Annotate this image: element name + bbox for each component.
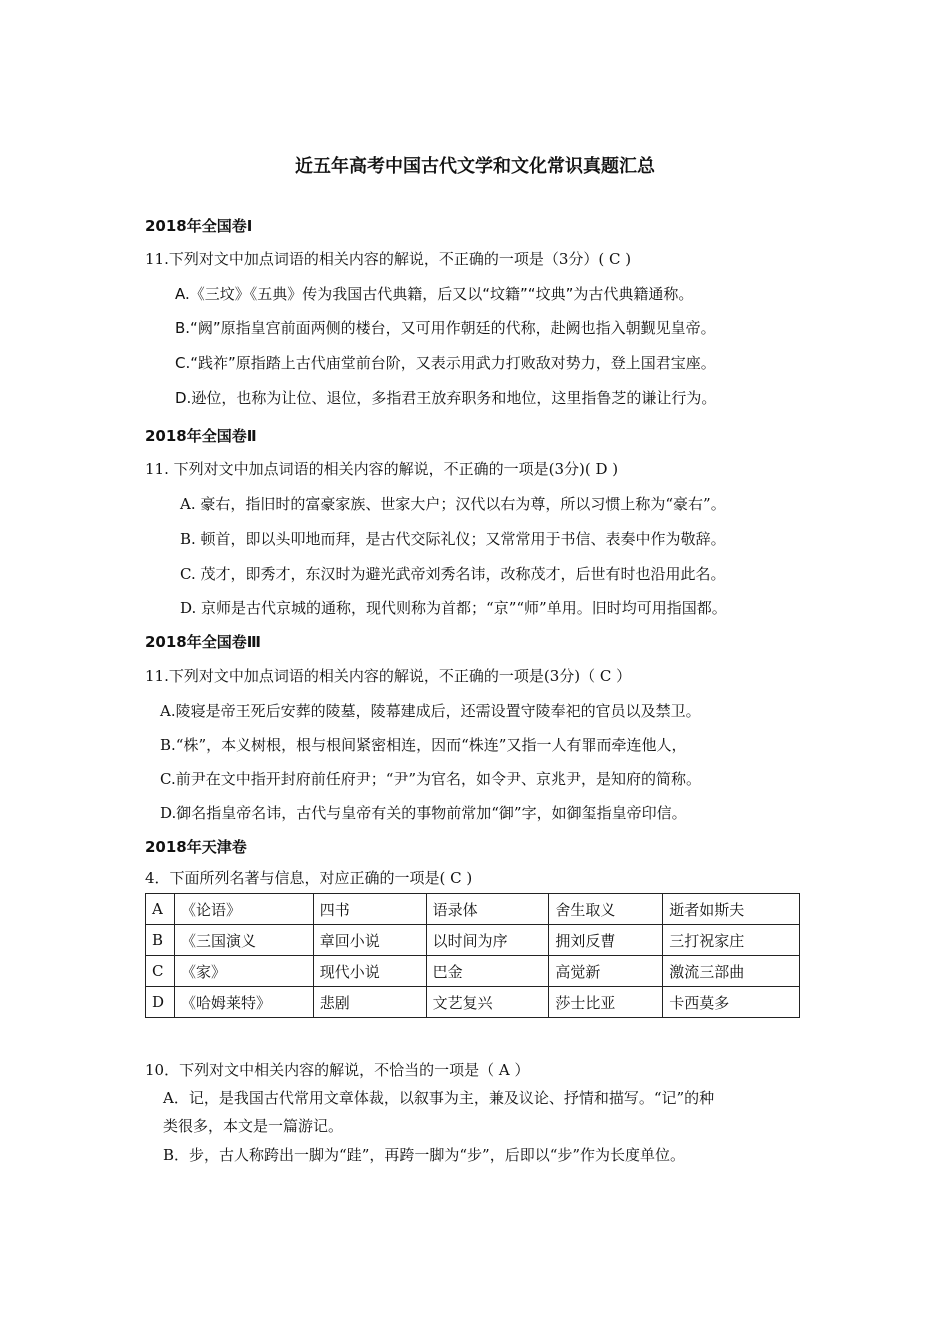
option-b: B.“阙”原指皇宫前面两侧的楼台，又可用作朝廷的代称，赴阙也指入朝觐见皇帝。 — [175, 319, 716, 337]
option-d: D. 京师是古代京城的通称，现代则称为首都；“京”“师”单用。旧时均可用指国都。 — [180, 599, 727, 617]
table-row — [146, 987, 800, 1018]
works-info-table — [145, 893, 800, 1018]
table-cell: 文艺复兴 — [426, 987, 549, 1018]
option-b: B.“株”，本义树根，根与根间紧密相连，因而“株连”又指一人有罪而牵连他人， — [160, 736, 687, 754]
table-cell: 高觉新 — [549, 956, 663, 987]
table-cell: 《三国演义 — [174, 925, 313, 956]
option-c: C.“践祚”原指踏上古代庙堂前台阶，又表示用武力打败敌对势力，登上国君宝座。 — [175, 354, 716, 372]
table-cell: A — [146, 894, 175, 925]
table-cell: C — [146, 956, 175, 987]
option-a: A. 豪右，指旧时的富豪家族、世家大户；汉代以右为尊，所以习惯上称为“豪右”。 — [180, 495, 726, 513]
table-cell: 《家》 — [174, 956, 313, 987]
table-cell: 悲剧 — [313, 987, 426, 1018]
option-d: D.逊位，也称为让位、退位，多指君王放弃职务和地位，这里指鲁芝的谦让行为。 — [175, 389, 717, 407]
table-cell: 四书 — [313, 894, 426, 925]
option-a-continued: 类很多，本文是一篇游记。 — [163, 1117, 344, 1135]
option-a: A.《三坟》《五典》传为我国古代典籍，后又以“坟籍”“坟典”为古代典籍通称。 — [175, 285, 694, 303]
table-cell: 激流三部曲 — [663, 956, 800, 987]
table-cell: D — [146, 987, 175, 1018]
question-text: 11.下列对文中加点词语的相关内容的解说，不正确的一项是(3分)（ C ） — [145, 667, 632, 685]
option-b: B. 顿首，即以头叩地而拜，是古代交际礼仪；又常常用于书信、表奏中作为敬辞。 — [180, 530, 726, 548]
table-cell: 巴金 — [426, 956, 549, 987]
question-text: 11.下列对文中加点词语的相关内容的解说，不正确的一项是（3分）( C ) — [145, 250, 632, 268]
table-row — [146, 894, 800, 925]
section-heading: 2018年全国卷Ⅰ — [145, 217, 253, 235]
table-cell: 莎士比亚 — [549, 987, 663, 1018]
option-c: C. 茂才，即秀才，东汉时为避光武帝刘秀名讳，改称茂才，后世有时也沿用此名。 — [180, 565, 726, 583]
question-text: 10．下列对文中相关内容的解说，不恰当的一项是（ A ） — [145, 1061, 530, 1079]
table-cell: 章回小说 — [313, 925, 426, 956]
option-d: D.御名指皇帝名讳，古代与皇帝有关的事物前常加“御”字，如御玺指皇帝印信。 — [160, 804, 687, 822]
question-text: 11. 下列对文中加点词语的相关内容的解说，不正确的一项是(3分)( D ) — [145, 460, 619, 478]
page-title: 近五年高考中国古代文学和文化常识真题汇总 — [295, 156, 655, 177]
option-a: A．记，是我国古代常用文章体裁，以叙事为主，兼及议论、抒情和描写。“记”的种 — [163, 1089, 715, 1107]
table-cell: 语录体 — [426, 894, 549, 925]
table-cell: 卡西莫多 — [663, 987, 800, 1018]
option-a: A.陵寝是帝王死后安葬的陵墓，陵幕建成后，还需设置守陵奉祀的官员以及禁卫。 — [160, 702, 701, 720]
table-cell: 逝者如斯夫 — [663, 894, 800, 925]
table-row — [146, 925, 800, 956]
section-heading: 2018年天津卷 — [145, 838, 247, 856]
section-heading: 2018年全国卷Ⅲ — [145, 633, 261, 651]
table-cell: 现代小说 — [313, 956, 426, 987]
table-row — [146, 956, 800, 987]
section-heading: 2018年全国卷Ⅱ — [145, 427, 257, 445]
option-b: B．步，古人称跨出一脚为“跬”，再跨一脚为“步”，后即以“步”作为长度单位。 — [163, 1146, 686, 1164]
table-cell: 三打祝家庄 — [663, 925, 800, 956]
question-text: 4．下面所列名著与信息，对应正确的一项是( C ) — [145, 869, 473, 887]
table-cell: 拥刘反曹 — [549, 925, 663, 956]
table-cell: 以时间为序 — [426, 925, 549, 956]
table-cell: B — [146, 925, 175, 956]
table-cell: 《哈姆莱特》 — [174, 987, 313, 1018]
table-cell: 《论语》 — [174, 894, 313, 925]
table-cell: 舍生取义 — [549, 894, 663, 925]
option-c: C.前尹在文中指开封府前任府尹；“尹”为官名，如令尹、京兆尹，是知府的简称。 — [160, 770, 702, 788]
